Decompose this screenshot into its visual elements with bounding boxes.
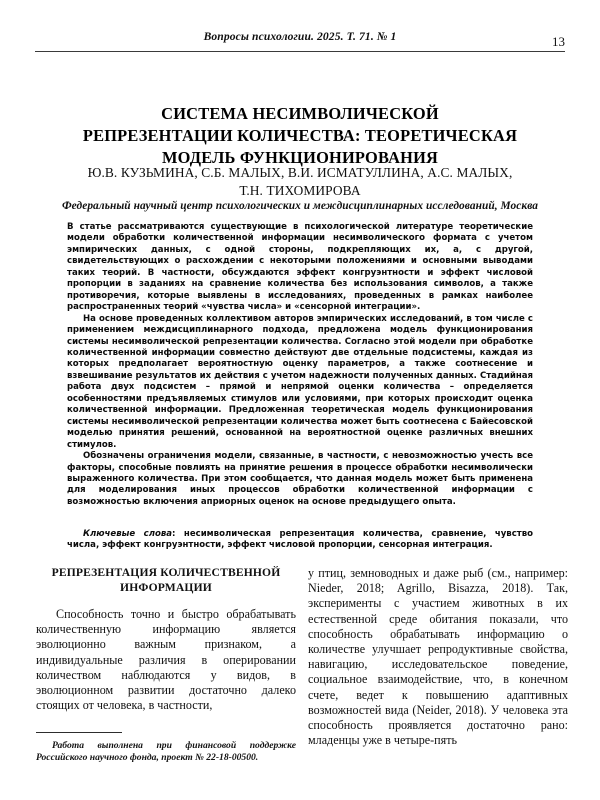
author-list (40, 164, 560, 200)
page-title (40, 103, 560, 169)
keywords-block (67, 529, 533, 552)
header-divider (35, 51, 565, 52)
section-heading: РЕПРЕЗЕНТАЦИЯ КОЛИЧЕСТВЕННОЙ ИНФОРМАЦИИ (51, 566, 281, 594)
keywords-label: Ключевые слова (83, 529, 173, 539)
abstract-paragraph: В статье рассматриваются существующие в психологической литературе теоретические модели обработки количественной информации несимволического формата с учетом эмпирических данных, с одной стороны, подкрепляющих их, а, с другой, свидетельствующих о расхождении с некоторыми положениями и основными выводами таких теорий. В частности, обсуждаются эффект конгруэнтности и эффект числовой пропорции в заданиях на сравнение количества без использования символов, а также противоречия, которые выявлены в исследованиях, проведенных в рамках наиболее распространенных теорий «чувства числа» и «сенсорной интеграции». (67, 222, 533, 313)
footnote-divider (36, 732, 122, 733)
body-column-left (36, 566, 296, 713)
abstract-paragraph: На основе проведенных коллективом авторов эмпирических исследований, в том числе с применением междисциплинарного подхода, предложена модель функционирования системы несимволической репрезентации количества. Согласно этой модели при обработке количественной информации совместно действуют две отдельные подсистемы, каждая из которых предполагает вероятностную оценку параметров, а также соотнесение и взвешивание результатов их действия с учетом надежности полученных данных. Стадийная работа двух подсистем – прямой и непрямой оценки количества – определяется особенностями предъявляемых стимулов или условиями, при которых происходит оценка количественной информации. Предложенная теоретическая модель функционирования системы несимволической репрезентации количества может быть соотнесена с Байесовской моделью принятия решений, основанной на вероятностной оценке различных внешних стимулов. (67, 313, 533, 450)
running-head (35, 30, 565, 50)
page-number: 13 (552, 34, 565, 49)
keywords-separator: : (172, 529, 184, 539)
body-paragraph: Способность точно и быстро обрабатывать количественную информацию является эволюционно важным признаком, а индивидуальные различия в оперировании количеством наблюдаются у видов, в эволюционном развитии достаточно далеко стоящих от человека, в частности, (36, 607, 296, 713)
affiliation: Федеральный научный центр психологических и междисциплинарных исследований, Москва (61, 200, 539, 212)
body-column-right (308, 566, 568, 748)
footnote-text: Работа выполнена при финансовой поддержке Российского научного фонда, проект № 22-18-00500. (36, 740, 296, 764)
footnote (36, 732, 296, 765)
title-line-2: РЕПРЕЗЕНТАЦИИ КОЛИЧЕСТВА: ТЕОРЕТИЧЕСКАЯ (82, 125, 518, 145)
title-line-3: МОДЕЛЬ ФУНКЦИОНИРОВАНИЯ (161, 147, 439, 167)
author-line-1: Ю.В. КУЗЬМИНА, С.Б. МАЛЫХ, В.И. ИСМАТУЛЛИНА, А.С. МАЛЫХ, (87, 165, 513, 180)
journal-citation: Вопросы психологии. 2025. Т. 71. № 1 (203, 30, 397, 43)
abstract (67, 222, 533, 508)
keywords-text: несимволическая репрезентация количества, сравнение, чувство числа, эффект конгруэнтности, эффект числовой пропорции, сенсорная интеграция. (67, 529, 533, 551)
keywords-paragraph (67, 529, 533, 552)
body-paragraph: у птиц, земноводных и даже рыб (см., например: Nieder, 2018; Agrillo, Bisazza, 2018). Так, эксперименты с участием животных в их естественной среде обитания показали, что способность обрабатывать информацию о количестве улучшает репродуктивные свойства, навигацию, исследовательское поведение, социальное взаимодействие, что, в конечном счете, ведет к повышению адаптивных возможностей вида (Neider, 2018). У человека эта способность проявляется достаточно рано: младенцы уже в четыре-пять (308, 566, 568, 748)
title-line-1: СИСТЕМА НЕСИМВОЛИЧЕСКОЙ (161, 103, 439, 123)
author-line-2: Т.Н. ТИХОМИРОВА (239, 183, 361, 198)
abstract-paragraph: Обозначены ограничения модели, связанные, в частности, с невозможностью учесть все факторы, способные повлиять на принятие решения в процессе обработки несимволически выраженного количества. При этом сообщается, что данная модель может быть применена для моделирования иных процессов обработки количественной информации с возможностью включения априорных оценок на основе предыдущего опыта. (67, 451, 533, 507)
